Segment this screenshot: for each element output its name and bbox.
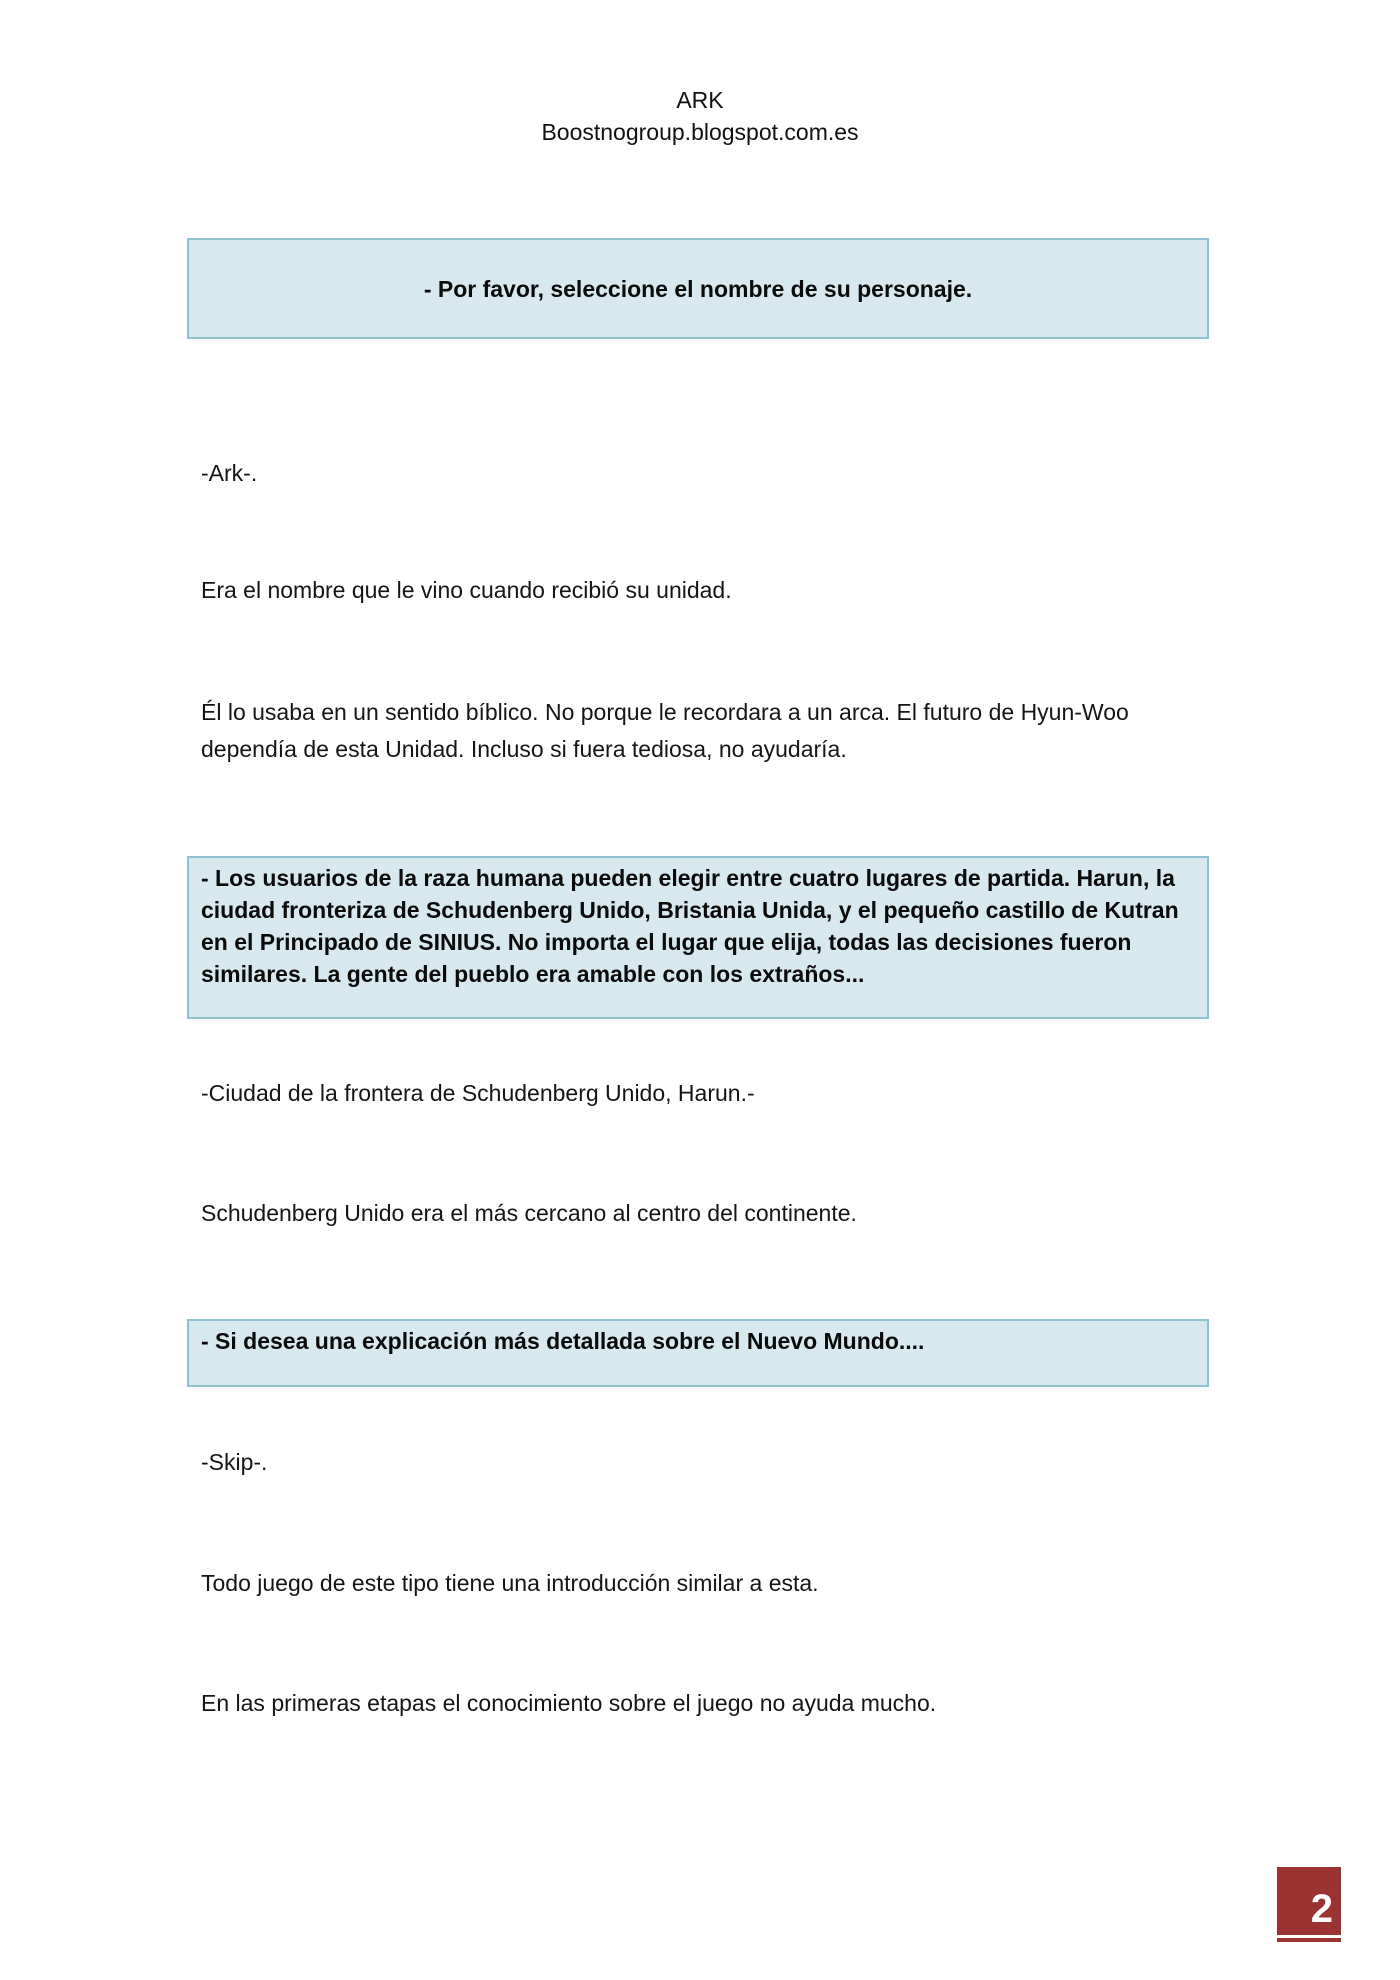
header-title: ARK [676, 87, 724, 113]
system-message-text: - Por favor, seleccione el nombre de su personaje. [423, 275, 973, 302]
system-message-text: - Los usuarios de la raza humana pueden elegir entre cuatro lugares de partida. Harun, la ciudad fronteriza de Schudenberg Unido, Bristania Unida, y el pequeño castillo de Kutran en el Principado de SINIUS. No importa el lugar que elija, todas las decisiones fueron similares. La gente del pueblo era amable con los extraños... [201, 865, 1179, 987]
paragraph: -Ciudad de la frontera de Schudenberg Unido, Harun.- [201, 1080, 755, 1106]
paragraph: Él lo usaba en un sentido bíblico. No porque le recordara a un arca. El futuro de Hyun-Woo dependía de esta Unidad. Incluso si fuera tediosa, no ayudaría. [201, 699, 1129, 762]
page-number: 2 [1310, 1887, 1333, 1931]
paragraph: -Ark-. [201, 460, 258, 486]
system-message-box [187, 856, 1209, 1019]
paragraph: En las primeras etapas el conocimiento sobre el juego no ayuda mucho. [201, 1690, 937, 1716]
paragraph: Era el nombre que le vino cuando recibió su unidad. [201, 577, 732, 603]
page-number-badge [1277, 1867, 1341, 1942]
system-message-box [187, 238, 1209, 339]
system-message-box [187, 1319, 1209, 1387]
paragraph: -Skip-. [201, 1449, 268, 1475]
page-number-underline [1277, 1935, 1341, 1938]
header-site: Boostnogroup.blogspot.com.es [541, 119, 859, 145]
page-header [0, 84, 1400, 148]
system-message-text: - Si desea una explicación más detallada sobre el Nuevo Mundo.... [201, 1328, 925, 1354]
paragraph: Todo juego de este tipo tiene una introducción similar a esta. [201, 1570, 819, 1596]
paragraph: Schudenberg Unido era el más cercano al centro del continente. [201, 1200, 857, 1226]
